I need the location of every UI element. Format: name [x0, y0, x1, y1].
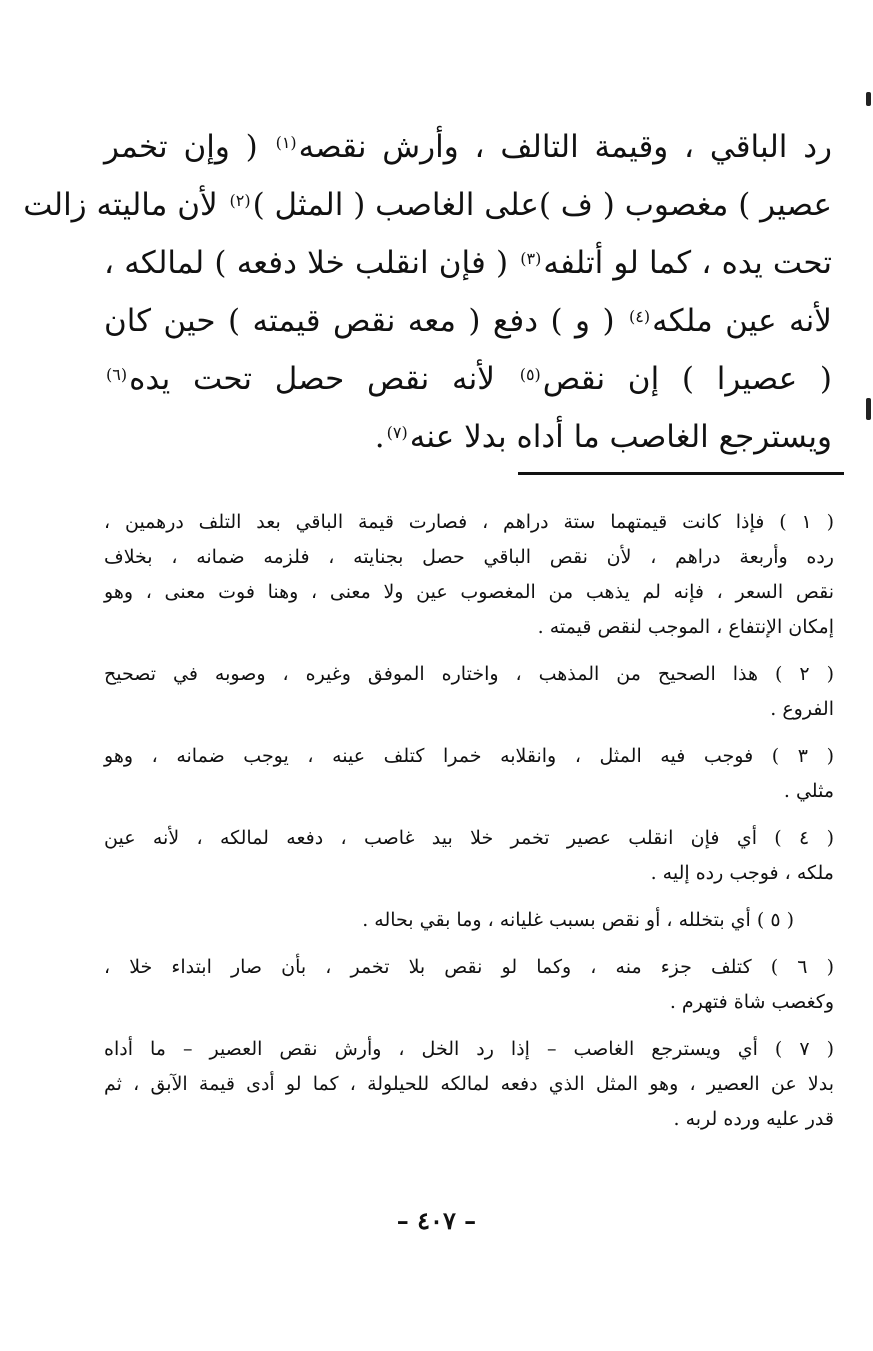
footnote-line: قدر عليه ورده لربه .	[673, 1108, 834, 1130]
footnote-line: ( ٦ ) كتلف جزء منه ، وكما لو نقص بلا تخمر ، بأن صار ابتداء خلا ،	[104, 956, 834, 978]
main-text-line: لأنه عين ملكه$^{(٤)}$ ( و ) دفع ( معه نقص قيمته ) حين كان	[104, 303, 832, 339]
main-text-line: رد الباقي ، وقيمة التالف ، وأرش نقصه$^{(١)}$ ( وإن تخمر	[104, 129, 832, 165]
footnote-line: ( ٧ ) أي ويسترجع الغاصب – إذا رد الخل ، وأرش نقص العصير – ما أداه	[104, 1038, 834, 1060]
footnote-line: نقص السعر ، فإنه لم يذهب من المغصوب عين ولا معنى ، وهنا فوت معنى ، وهو	[104, 581, 834, 603]
main-text-line: تحت يده ، كما لو أتلفه$^{(٣)}$ ( فإن انقلب خلا دفعه ) لمالكه ،	[104, 245, 832, 281]
footnote-line: رده وأربعة دراهم ، لأن نقص الباقي حصل بجنايته ، فلزمه ضمانه ، بخلاف	[104, 546, 834, 568]
footnote-line: ( ١ ) فإذا كانت قيمتهما ستة دراهم ، فصارت قيمة الباقي بعد التلف درهمين ،	[104, 511, 834, 533]
footnote-line: الفروع .	[770, 698, 834, 720]
scan-edge-mark	[866, 398, 871, 420]
footnote-7	[104, 1032, 834, 1137]
footnote-line: إمكان الإنتفاع ، الموجب لنقص قيمته .	[537, 616, 834, 638]
footnote-1	[104, 505, 834, 645]
page-number: – ٤٠٧ –	[396, 1206, 477, 1235]
footnote-line: ( ٥ ) أي بتخلله ، أو نقص بسبب غليانه ، وما بقي بحاله .	[362, 909, 794, 931]
footnote-line: وكغصب شاة فتهرم .	[669, 991, 834, 1013]
footnote-line: ( ٤ ) أي فإن انقلب عصير تخمر خلا بيد غاصب ، دفعه لمالكه ، لأنه عين	[104, 827, 835, 849]
footnote-line: بدلا عن العصير ، وهو المثل الذي دفعه لمالكه للحيلولة ، كما لو أدى قيمة الآبق ، ثم	[104, 1073, 834, 1095]
footnote-line: ملكه ، فوجب رده إليه .	[650, 862, 834, 884]
footnote-line: مثلي .	[783, 780, 834, 802]
footnote-2	[104, 657, 834, 727]
footnote-line: ( ٢ ) هذا الصحيح من المذهب ، واختاره الموفق وغيره ، وصوبه في تصحيح	[104, 663, 835, 685]
footnote-3	[104, 739, 834, 809]
scan-edge-mark	[866, 92, 871, 106]
footnote-4	[104, 821, 834, 891]
footnote-divider	[518, 472, 844, 475]
footnote-6	[104, 950, 834, 1020]
main-text-line: عصير ) مغصوب ( ف )على الغاصب ( المثل )$^{(٢)}$ لأن ماليته زالت	[23, 187, 832, 223]
main-text-block	[23, 118, 833, 466]
footnotes-section	[104, 505, 834, 1149]
main-text-line: ويسترجع الغاصب ما أداه بدلا عنه$^{(٧)}$.	[374, 419, 832, 455]
footnote-line: ( ٣ ) فوجب فيه المثل ، وانقلابه خمرا كتلف عينه ، يوجب ضمانه ، وهو	[104, 745, 834, 767]
footnote-5	[104, 903, 834, 938]
main-text-line: ( عصيرا ) إن نقص$^{(٥)}$ لأنه نقص حصل تحت يده$^{(٦)}$	[106, 361, 833, 397]
